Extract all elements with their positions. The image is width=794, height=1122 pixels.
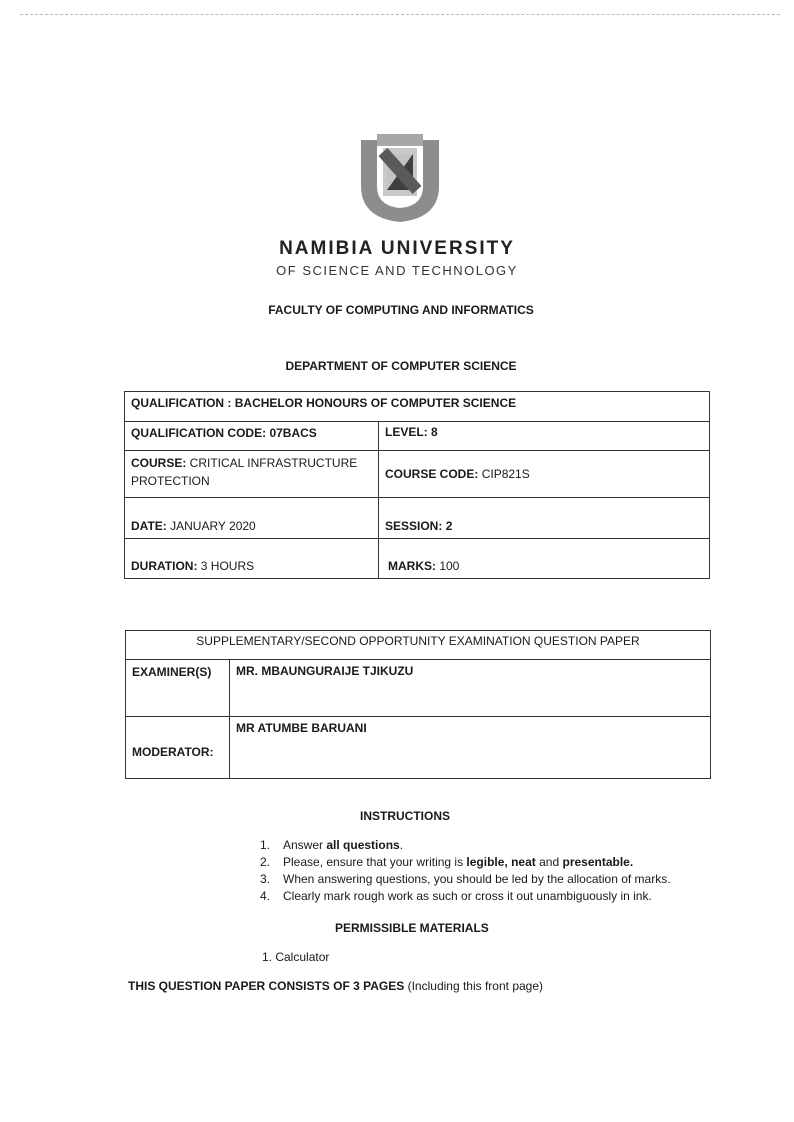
level-label: LEVEL: xyxy=(385,425,432,439)
examiner-value: MR. MBAUNGURAIJE TJIKUZU xyxy=(236,664,414,678)
course-code-cell xyxy=(379,451,710,498)
qualification-code-label: QUALIFICATION CODE: xyxy=(131,426,270,440)
session-value: 2 xyxy=(445,519,453,533)
course-code-value: CIP821S xyxy=(481,467,530,481)
date-label: DATE: xyxy=(131,519,171,533)
marks-value: 100 xyxy=(439,559,460,573)
department-heading: DEPARTMENT OF COMPUTER SCIENCE xyxy=(285,359,517,373)
session-label: SESSION: xyxy=(385,519,446,533)
instruction-item: 3. When answering questions, you should be led by the allocation of marks. xyxy=(260,872,671,886)
marks-label: MARKS: xyxy=(388,559,440,573)
level-cell xyxy=(379,422,710,451)
examiner-value-cell xyxy=(230,660,711,717)
examiner-label: EXAMINER(S) xyxy=(132,665,212,679)
duration-label: DURATION: xyxy=(131,559,201,573)
qualification-value: BACHELOR HONOURS OF COMPUTER SCIENCE xyxy=(234,396,517,410)
paper-title: SUPPLEMENTARY/SECOND OPPORTUNITY EXAMINATION QUESTION PAPER xyxy=(196,634,640,648)
instruction-item: 2. Please, ensure that your writing is legible, neat and presentable. xyxy=(260,855,634,869)
marks-cell xyxy=(379,539,710,579)
qualification-code-cell xyxy=(125,422,379,451)
moderator-label-cell xyxy=(126,717,230,779)
course-cell xyxy=(125,451,379,498)
date-value: JANUARY 2020 xyxy=(170,519,256,533)
scan-top-edge xyxy=(20,14,780,15)
faculty-heading: FACULTY OF COMPUTING AND INFORMATICS xyxy=(268,303,534,317)
course-details-table xyxy=(124,391,710,579)
course-label: COURSE: xyxy=(131,456,190,470)
instructions-list xyxy=(260,837,680,905)
paper-title-cell xyxy=(126,631,711,660)
duration-value: 3 HOURS xyxy=(200,559,255,573)
qualification-label: QUALIFICATION : xyxy=(131,396,235,410)
level-value: 8 xyxy=(431,425,438,439)
instruction-item: 4. Clearly mark rough work as such or cross it out unambiguously in ink. xyxy=(260,889,652,903)
university-logo xyxy=(357,130,443,224)
moderator-label: MODERATOR: xyxy=(132,744,214,759)
course-code-label: COURSE CODE: xyxy=(385,467,482,481)
course-value: CRITICAL INFRASTRUCTURE PROTECTION xyxy=(131,456,358,488)
session-cell xyxy=(379,498,710,539)
university-name: NAMIBIA UNIVERSITY xyxy=(279,238,515,259)
permissible-materials-heading: PERMISSIBLE MATERIALS xyxy=(335,921,489,935)
permissible-material-item: 1. Calculator xyxy=(262,950,330,964)
university-subtitle: OF SCIENCE AND TECHNOLOGY xyxy=(276,263,518,278)
duration-cell xyxy=(125,539,379,579)
date-cell xyxy=(125,498,379,539)
moderator-value: MR ATUMBE BARUANI xyxy=(236,721,367,735)
qualification-code-value: 07BACS xyxy=(269,426,317,440)
page-count-note: THIS QUESTION PAPER CONSISTS OF 3 PAGES (Including this front page) xyxy=(128,979,544,993)
instruction-item: 1. Answer all questions. xyxy=(260,838,404,852)
moderator-value-cell xyxy=(230,717,711,779)
examiner-label-cell xyxy=(126,660,230,717)
instructions-heading: INSTRUCTIONS xyxy=(360,809,450,823)
examination-paper-table xyxy=(125,630,711,779)
qualification-cell xyxy=(125,392,710,422)
